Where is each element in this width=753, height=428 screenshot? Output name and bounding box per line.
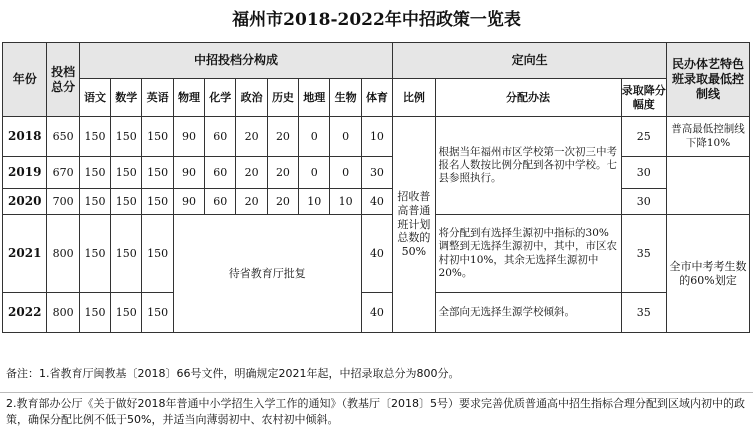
total-cell: 670 [47,157,79,189]
score-cell: 10 [299,189,330,215]
table-row [3,215,750,293]
score-cell: 90 [173,157,204,189]
score-cell: 0 [299,157,330,189]
score-cell: 150 [142,117,173,157]
score-cell: 150 [111,117,142,157]
total-cell: 800 [47,293,79,333]
score-cell: 20 [267,117,298,157]
header-subject: 地理 [299,79,330,117]
year-cell: 2020 [3,189,47,215]
score-cell: 20 [267,189,298,215]
pending-approval-cell: 待省教育厅批复 [173,215,361,333]
header-subject: 化学 [205,79,236,117]
score-cell: 150 [142,189,173,215]
page-title: 福州市2018-2022年中招政策一览表 [232,10,521,30]
table-row [3,157,750,189]
header-subject: 英语 [142,79,173,117]
score-cell: 60 [205,189,236,215]
score-cell: 10 [361,117,392,157]
total-cell: 650 [47,117,79,157]
score-cell: 150 [111,215,142,293]
header-subject: 体育 [361,79,392,117]
year-cell: 2019 [3,157,47,189]
header-total: 投档总分 [47,43,79,117]
score-cell: 60 [205,117,236,157]
score-cell: 150 [111,293,142,333]
score-cell: 150 [142,157,173,189]
pe-score-cell: 40 [361,293,392,333]
note-2: 2.教育部办公厅《关于做好2018年普通中小学招生入学工作的通知》（教基厅〔2018〕5号）要求完善优质普通高中招生指标合理分配到区域内初中的政策，确保分配比例不低于50%，并适当向薄弱初中、农村初中倾斜。 [6,397,745,426]
ratio-cell: 招收普高普通班计划总数的50% [393,117,435,333]
table-row [3,189,750,215]
table-row [3,117,750,157]
score-cell: 150 [79,117,110,157]
score-cell: 60 [205,157,236,189]
reduction-cell: 25 [621,117,667,157]
score-cell: 150 [79,189,110,215]
reduction-cell: 30 [621,157,667,189]
score-cell: 150 [79,157,110,189]
private-cell: 普高最低控制线下降10% [667,117,750,157]
divider [0,392,753,393]
header-year: 年份 [3,43,47,117]
header-subject: 历史 [267,79,298,117]
score-cell: 150 [142,215,173,293]
header-subject: 物理 [173,79,204,117]
score-cell: 20 [236,157,267,189]
year-cell: 2022 [3,293,47,333]
private-cell: 全市中考考生数的60%划定 [667,215,750,333]
score-cell: 150 [79,215,110,293]
score-cell: 10 [330,189,361,215]
header-method: 分配办法 [435,79,621,117]
score-cell: 0 [330,117,361,157]
method-cell: 根据当年福州市区学校第一次初三中考报名人数按比例分配到各初中学校。七县参照执行。 [435,117,621,215]
policy-table [2,42,750,333]
score-cell: 150 [111,189,142,215]
header-subject: 数学 [111,79,142,117]
score-cell: 90 [173,117,204,157]
score-cell: 0 [330,157,361,189]
table-row [3,293,750,333]
total-cell: 800 [47,215,79,293]
header-ratio: 比例 [393,79,435,117]
year-cell: 2021 [3,215,47,293]
header-private: 民办体艺特色班录取最低控制线 [667,43,750,117]
score-cell: 150 [79,293,110,333]
score-cell: 20 [236,189,267,215]
method-cell: 全部向无选择生源学校倾斜。 [435,293,621,333]
score-cell: 150 [142,293,173,333]
score-cell: 20 [236,117,267,157]
private-cell-empty [667,157,750,215]
header-subject: 生物 [330,79,361,117]
score-cell: 20 [267,157,298,189]
header-composition: 中招投档分构成 [79,43,392,79]
note-1: 备注：1.省教育厅闽教基〔2018〕66号文件，明确规定2021年起，中招录取总分为800分。 [6,367,460,380]
score-cell: 0 [299,117,330,157]
header-subject: 语文 [79,79,110,117]
score-cell: 30 [361,157,392,189]
header-directed: 定向生 [393,43,667,79]
year-cell: 2018 [3,117,47,157]
method-cell: 将分配到有选择生源初中指标的30%调整到无选择生源初中，其中，市区农村初中10%，其余无选择生源初中20%。 [435,215,621,293]
reduction-cell: 35 [621,293,667,333]
total-cell: 700 [47,189,79,215]
header-subject: 政治 [236,79,267,117]
reduction-cell: 35 [621,215,667,293]
reduction-cell: 30 [621,189,667,215]
header-reduction: 录取降分幅度 [621,79,667,117]
score-cell: 150 [111,157,142,189]
score-cell: 90 [173,189,204,215]
score-cell: 40 [361,189,392,215]
pe-score-cell: 40 [361,215,392,293]
